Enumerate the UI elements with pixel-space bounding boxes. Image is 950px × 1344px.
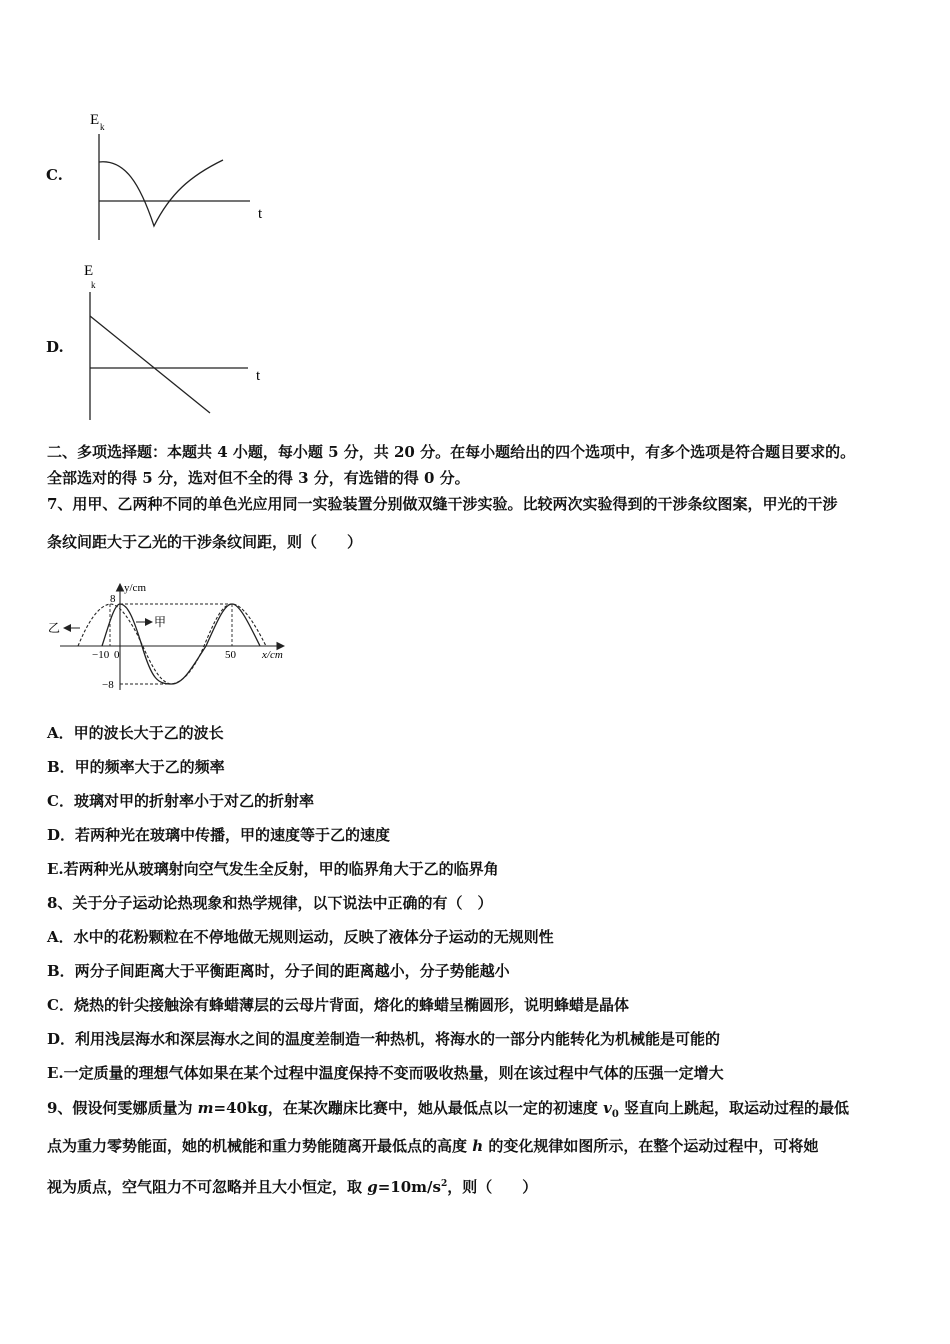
q7-option-a: A．甲的波长大于乙的波长 [47,724,224,742]
q9-stem-line-1: 9、假设何雯娜质量为 m=40kg，在某次蹦床比赛中，她从最低点以一定的初速度 $v_0$ 竖直向上跳起，取运动过程的最低 [47,1099,850,1120]
q7-label-yi: 乙 [48,621,61,635]
q7-option-e: E.若两种光从玻璃射向空气发生全反射，甲的临界角大于乙的临界角 [47,860,499,878]
q7-stem-line-1: 7、用甲、乙两种不同的单色光应用同一实验装置分别做双缝干涉实验。比较两次实验得到的干涉条纹图案，甲光的干涉 [47,495,838,513]
q7-tick-8: 8 [110,593,116,605]
q7-wave-figure [44,580,304,695]
q7-x-label: x/cm [262,649,283,661]
q8-stem: 8、关于分子运动论热现象和热学规律，以下说法中正确的有（ ） [47,894,493,912]
q7-tick-0: 0 [114,649,120,661]
graph-d-y-sub: k [91,280,96,290]
graph-d-x-label: t [256,368,261,384]
graph-c-x-label: t [258,206,263,222]
option-c-label: C. [46,166,63,184]
graph-c-curve [99,160,223,226]
graph-d [70,258,280,423]
q7-option-d: D．若两种光在玻璃中传播，甲的速度等于乙的速度 [47,826,391,844]
q7-wave-yi [78,604,266,684]
q8-option-d: D．利用浅层海水和深层海水之间的温度差制造一种热机，将海水的一部分内能转化为机械能是可能的 [47,1030,721,1048]
q7-tick-50: 50 [225,649,236,661]
graph-c-y-sub: k [100,122,105,132]
q8-option-a: A．水中的花粉颗粒在不停地做无规则运动，反映了液体分子运动的无规则性 [47,928,554,946]
q8-option-c: C．烧热的针尖接触涂有蜂蜡薄层的云母片背面，熔化的蜂蜡呈椭圆形，说明蜂蜡是晶体 [47,996,629,1014]
q7-tick-neg8: −8 [102,679,114,691]
q8-option-b: B．两分子间距离大于平衡距离时，分子间的距离越小，分子势能越小 [47,962,510,980]
q7-label-jia: 甲 [154,615,167,629]
graph-d-line [90,316,210,413]
q7-stem-line-2: 条纹间距大于乙光的干涉条纹间距，则（ ） [47,533,363,551]
option-d-label: D. [46,338,64,356]
q9-stem-line-2: 点为重力零势能面，她的机械能和重力势能随离开最低点的高度 h 的变化规律如图所示，在整个运动过程中，可将她 [47,1137,819,1155]
q9-stem-line-3: 视为质点，空气阻力不可忽略并且大小恒定，取 $g=10m/s^2$，则（ ） [47,1178,538,1196]
q8-option-e: E.一定质量的理想气体如果在某个过程中温度保持不变而吸收热量，则在该过程中气体的压强一定增大 [47,1064,724,1082]
section-line-2: 全部选对的得 5 分，选对但不全的得 3 分，有选错的得 0 分。 [47,469,470,487]
graph-c-y-label: E [90,112,100,128]
q7-tick-neg10: −10 [92,649,110,661]
graph-c [80,104,280,244]
graph-d-y-label: E [84,263,94,279]
q7-option-b: B．甲的频率大于乙的频率 [47,758,225,776]
q7-option-c: C．玻璃对甲的折射率小于对乙的折射率 [47,792,314,810]
section-line-1: 二、多项选择题：本题共 4 小题，每小题 5 分，共 20 分。在每小题给出的四个选项中，有多个选项是符合题目要求的。 [47,443,856,461]
q7-y-label: y/cm [124,582,146,594]
